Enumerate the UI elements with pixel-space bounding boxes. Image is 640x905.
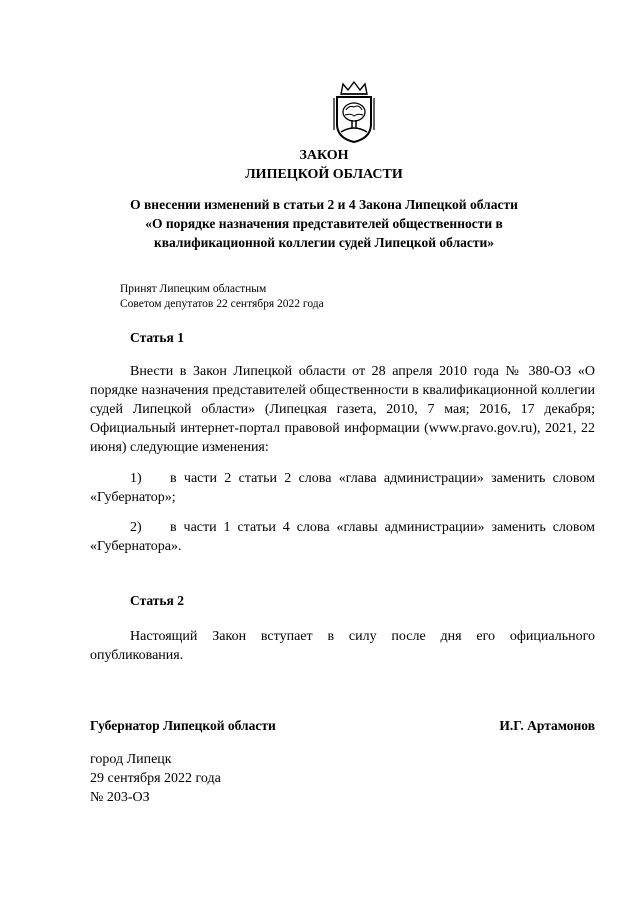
adoption-note bbox=[120, 282, 324, 312]
signatory-name: И.Г. Артамонов bbox=[499, 718, 595, 733]
signatory-position: Губернатор Липецкой области bbox=[90, 718, 276, 733]
subject-line3: квалификационной коллегии судей Липецкой области» bbox=[153, 235, 495, 250]
article1-intro-text: Внести в Закон Липецкой области от 28 апреля 2010 года № 380-ОЗ «О порядке назначения представителей общественности в квалификационной коллегии судей Липецкой области» (Липецкая газета, 2010, 7 мая; 2016, 17 декабря; Официальный интернет-портал правовой информации (www.pravo.gov.ru), 2021, 22 июня) следующие изменения: bbox=[90, 364, 595, 455]
law-subject bbox=[60, 195, 588, 252]
subject-line1: О внесении изменений в статьи 2 и 4 Закона Липецкой области bbox=[130, 197, 518, 212]
footer-city: город Липецк bbox=[90, 752, 172, 767]
list-item-number: 2) bbox=[130, 520, 142, 535]
footer-date: 29 сентября 2022 года bbox=[90, 771, 221, 786]
list-item-text: в части 1 статьи 4 слова «главы администрации» заменить словом «Губернатора». bbox=[90, 520, 595, 554]
law-title bbox=[60, 146, 588, 184]
article2-heading: Статья 2 bbox=[130, 593, 184, 608]
coat-of-arms-icon bbox=[331, 80, 377, 144]
adoption-line2: Советом депутатов 22 сентября 2022 года bbox=[120, 298, 324, 310]
article1-intro bbox=[90, 362, 595, 457]
law-title-line2: ЛИПЕЦКОЙ ОБЛАСТИ bbox=[245, 167, 403, 182]
footer-number: № 203-ОЗ bbox=[90, 790, 150, 805]
document-footer bbox=[90, 750, 221, 807]
law-title-line1: ЗАКОН bbox=[299, 148, 349, 163]
article2-body bbox=[90, 627, 595, 665]
subject-line2: «О порядке назначения представителей общественности в bbox=[145, 216, 503, 231]
list-item bbox=[90, 469, 595, 507]
adoption-line1: Принят Липецким областным bbox=[120, 283, 267, 295]
list-item-text: в части 2 статьи 2 слова «глава администрации» заменить словом «Губернатор»; bbox=[90, 471, 595, 505]
article1-heading: Статья 1 bbox=[130, 330, 184, 345]
list-item-number: 1) bbox=[130, 471, 142, 486]
list-item bbox=[90, 518, 595, 556]
article2-text: Настоящий Закон вступает в силу после дня его официального опубликования. bbox=[90, 629, 595, 663]
